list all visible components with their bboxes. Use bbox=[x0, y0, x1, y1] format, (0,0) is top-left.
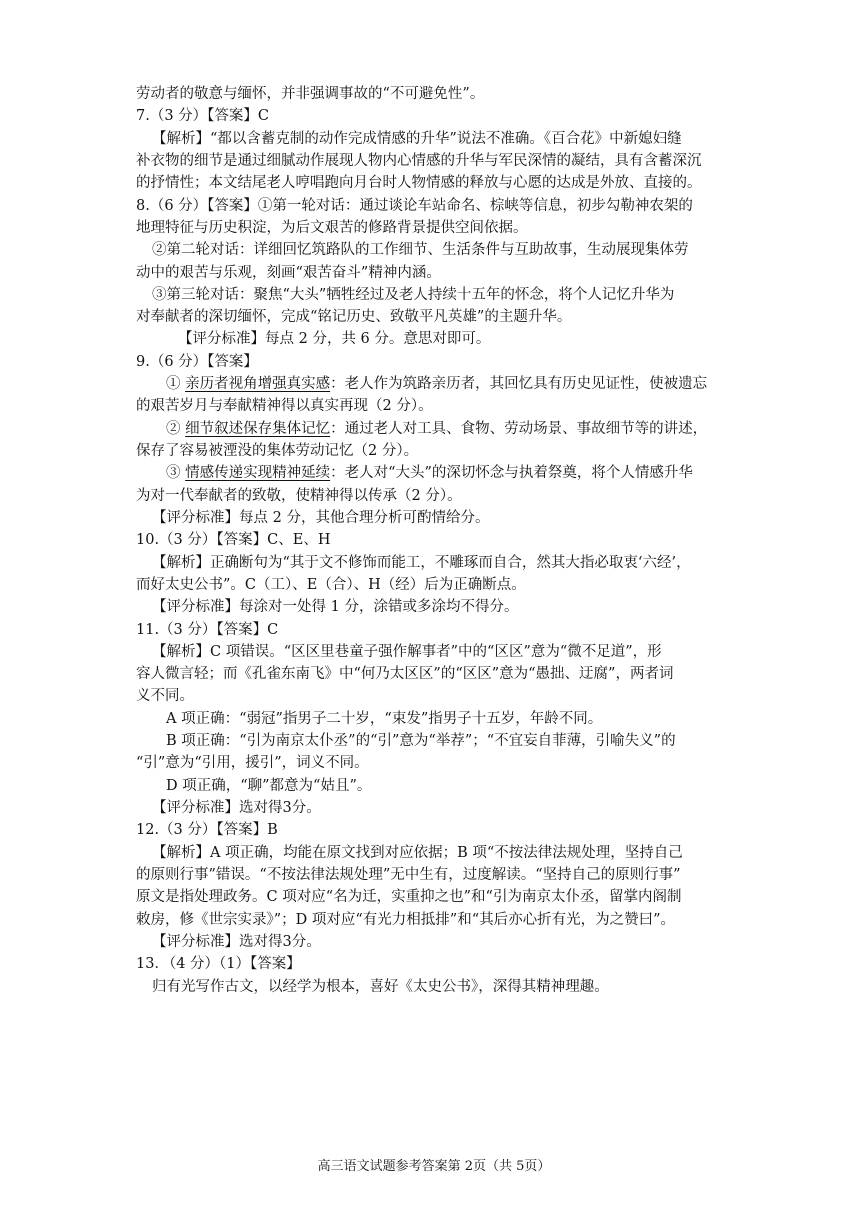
question-12-heading: 12.（3 分）【答案】B bbox=[136, 822, 278, 838]
question-11-heading: 11.（3 分）【答案】C bbox=[136, 622, 279, 638]
text-line: 【解析】正确断句为“其于文不修饰而能工，不雕琢而自合，然其大指必取衷‘六经’， bbox=[152, 555, 691, 571]
question-10-heading: 10.（3 分）【答案】C、E、H bbox=[136, 532, 331, 548]
point-marker: ① bbox=[166, 376, 186, 392]
text-line: ③第三轮对话：聚焦“大头”牺牲经过及老人持续十五年的怀念，将个人记忆升华为 bbox=[152, 287, 675, 303]
text-line: 保存了容易被湮没的集体劳动记忆（2 分）。 bbox=[136, 443, 419, 459]
text-line: 而好太史公书”。C（工）、E（合）、H（经）后为正确断点。 bbox=[136, 577, 526, 593]
text-line: 原文是指处理政务。C 项对应“名为迁，实重抑之也”和“引为南京太仆丞，留掌内阁制 bbox=[136, 889, 682, 905]
text-line bbox=[166, 373, 707, 395]
underlined-key-point: 情感传递实现精神延续 bbox=[185, 465, 331, 481]
underlined-key-point: 细节叙述保存集体记忆 bbox=[185, 421, 331, 437]
question-8-heading: 8.（6 分）【答案】①第一轮对话：通过谈论车站命名、棕峡等信息，初步勾勒神农架的 bbox=[136, 198, 693, 214]
scoring-standard: 【评分标准】选对得3分。 bbox=[152, 934, 321, 950]
text-line: 为对一代奉献者的致敬，使精神得以传承（2 分）。 bbox=[136, 488, 462, 504]
text-line: 容人微言轻；而《孔雀东南飞》中“何乃太区区”的“区区”意为“愚拙、迂腐”，两者词 bbox=[136, 666, 674, 682]
text-line: “引”意为“引用，援引”，词义不同。 bbox=[136, 755, 369, 771]
text-line: 补衣物的细节是通过细腻动作展现人物内心情感的升华与军民深情的凝结，具有含蓄深沉 bbox=[136, 153, 702, 169]
text-line: 动中的艰苦与乐观，刻画“艰苦奋斗”精神内涵。 bbox=[136, 265, 441, 281]
point-text: ：通过老人对工具、食物、劳动场景、事故细节等的讲述， bbox=[330, 421, 708, 437]
text-line: ②第二轮对话：详细回忆筑路队的工作细节、生活条件与互助故事，生动展现集体劳 bbox=[152, 242, 689, 258]
point-marker: ② bbox=[166, 421, 186, 437]
text-line: 对奉献者的深切缅怀，完成“铭记历史、致敬平凡英雄”的主题升华。 bbox=[136, 309, 572, 325]
underlined-key-point: 亲历者视角增强真实感 bbox=[185, 376, 331, 392]
text-line: 的原则行事”错误。“不按法律法规处理”无中生有，过度解读。“坚持自己的原则行事” bbox=[136, 867, 681, 883]
scoring-standard: 【评分标准】每涂对一处得 1 分，涂错或多涂均不得分。 bbox=[152, 599, 519, 615]
text-line: 的艰苦岁月与奉献精神得以真实再现（2 分）。 bbox=[136, 398, 433, 414]
text-line: B 项正确：“引为南京太仆丞”的“引”意为“举荐”；“不宜妄自菲薄，引喻失义”的 bbox=[166, 733, 676, 749]
text-line: 【解析】A 项正确，均能在原文找到对应依据；B 项“不按法律法规处理，坚持自己 bbox=[152, 845, 683, 861]
text-line: D 项正确，“聊”都意为“姑且”。 bbox=[166, 778, 372, 794]
text-line: A 项正确：“弱冠”指男子二十岁，“束发”指男子十五岁，年龄不同。 bbox=[166, 711, 603, 727]
text-line: 【解析】C 项错误。“区区里巷童子强作解事者”中的“区区”意为“微不足道”，形 bbox=[152, 644, 662, 660]
text-line: 的抒情性；本文结尾老人哼唱跑向月台时人物情感的释放与心愿的达成是外放、直接的。 bbox=[136, 175, 702, 191]
page-footer: 高三语文试题参考答案第 2页（共 5页） bbox=[317, 1159, 551, 1174]
text-line: 地理特征与历史积淀，为后文艰苦的修路背景提供空间依据。 bbox=[136, 220, 528, 236]
text-line: 劳动者的敬意与缅怀，并非强调事故的“不可避免性”。 bbox=[136, 86, 485, 102]
question-13-heading: 13．（4 分）（1）【答案】 bbox=[136, 956, 301, 972]
text-line: 【解析】“都以含蓄克制的动作完成情感的升华”说法不准确。《百合花》中新媳妇缝 bbox=[152, 131, 682, 147]
point-marker: ③ bbox=[166, 465, 186, 481]
scoring-standard: 【评分标准】每点 2 分，其他合理分析可酌情给分。 bbox=[152, 510, 490, 526]
scoring-standard: 【评分标准】选对得3分。 bbox=[152, 800, 321, 816]
text-line bbox=[166, 418, 707, 440]
scoring-standard: 【评分标准】每点 2 分，共 6 分。意思对即可。 bbox=[178, 331, 491, 347]
question-9-heading: 9.（6 分）【答案】 bbox=[136, 354, 258, 370]
point-text: ：老人作为筑路亲历者，其回忆具有历史见证性，使被遗忘 bbox=[330, 376, 708, 392]
question-7-heading: 7.（3 分）【答案】C bbox=[136, 108, 270, 124]
text-line: 义不同。 bbox=[136, 688, 194, 704]
text-line: 归有光写作古文，以经学为根本，喜好《太史公书》，深得其精神理趣。 bbox=[152, 979, 609, 995]
point-text: ：老人对“大头”的深切怀念与执着祭奠，将个人情感升华 bbox=[330, 465, 693, 481]
text-line bbox=[166, 462, 693, 484]
text-line: 敕房，修《世宗实录》”；D 项对应“有光力相抵排”和“其后亦心折有光，为之赞曰”。 bbox=[136, 912, 676, 928]
